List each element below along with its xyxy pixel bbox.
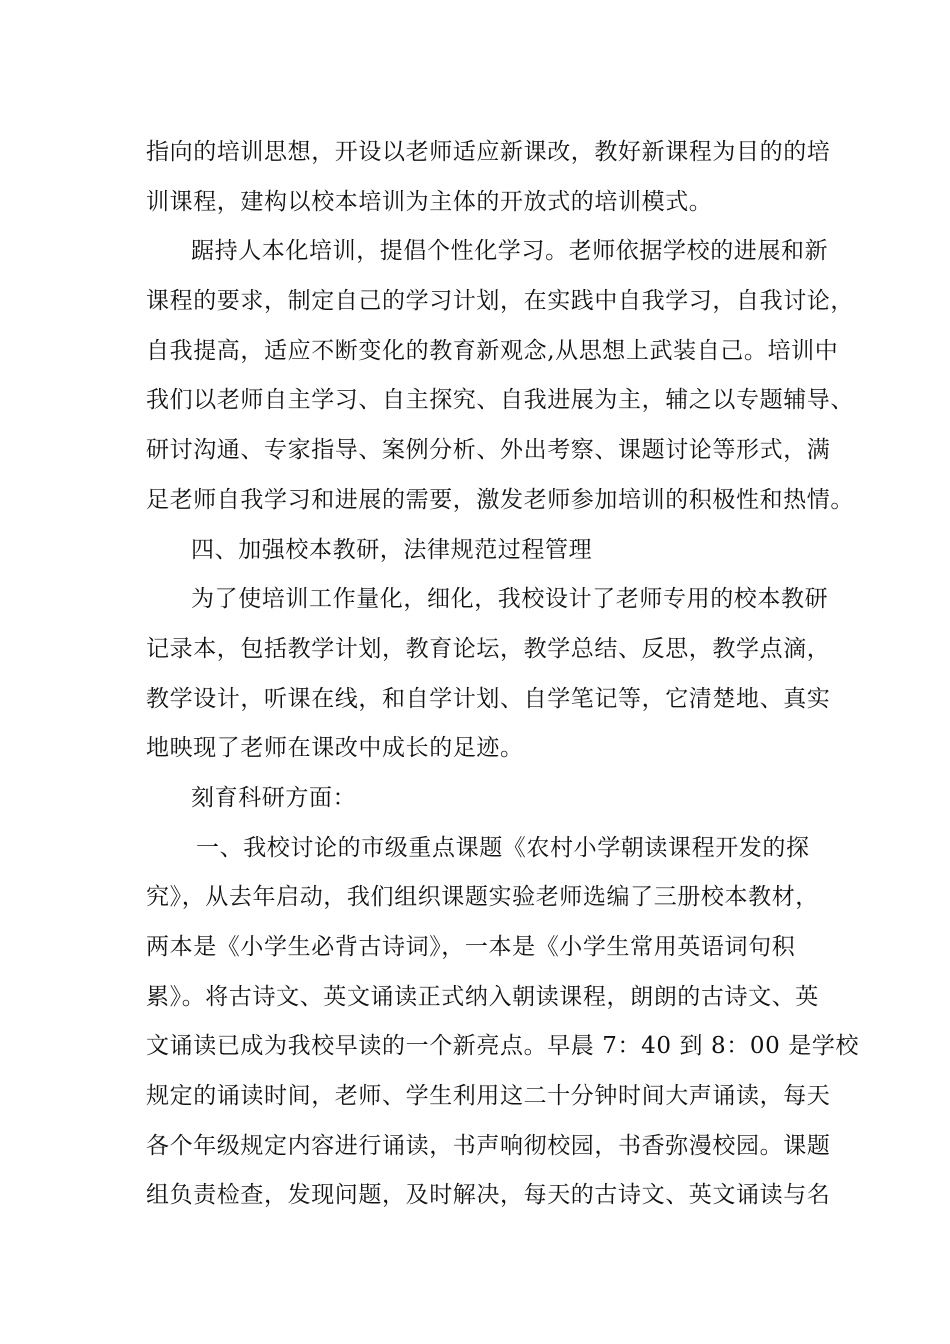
text-line: 我们以老师自主学习、自主探究、自我进展为主，辅之以专题辅导、 [146,387,854,414]
text-line: 训课程，建构以校本培训为主体的开放式的培训模式。 [146,188,713,215]
text-line: 累》。将古诗文、英文诵读正式纳入朝读课程，朗朗的古诗文、英 [146,983,819,1010]
section-heading: 刻育科研方面： [191,784,357,811]
paragraph-start-line: 一、我校讨论的市级重点课题《农村小学朝读课程开发的探 [196,834,810,861]
text-line: 组负责检查，发现问题，及时解决，每天的古诗文、英文诵读与名 [146,1182,831,1209]
text-line: 地映现了老师在课改中成长的足迹。 [146,735,524,762]
text-line: 究》，从去年启动，我们组织课题实验老师选编了三册校本教材， [146,884,819,911]
text-line: 课程的要求，制定自己的学习计划，在实践中自我学习，自我讨论， [146,288,854,315]
text-line: 各个年级规定内容进行诵读，书声响彻校园，书香弥漫校园。课题 [146,1132,831,1159]
text-line: 足老师自我学习和进展的需要，激发老师参加培训的积极性和热情。 [146,486,854,513]
text-line: 两本是《小学生必背古诗词》，一本是《小学生常用英语词句积 [146,934,796,960]
section-heading: 四、加强校本教研，法律规范过程管理 [191,536,593,563]
body-text [146,130,860,1223]
text-line: 指向的培训思想，开设以老师适应新课改，教好新课程为目的的培 [146,139,831,165]
text-line: 研讨沟通、专家指导、案例分析、外出考察、课题讨论等形式，满 [146,437,831,464]
text-line: 记录本，包括教学计划，教育论坛，教学总结、反思，教学点滴， [146,635,831,662]
paragraph-start-line: 踞持人本化培训，提倡个性化学习。老师依据学校的进展和新 [191,238,829,265]
text-line: 规定的诵读时间，老师、学生利用这二十分钟时间大声诵读，每天 [146,1083,831,1110]
text-line: 教学设计，听课在线，和自学计划、自学笔记等，它清楚地、真实 [146,685,831,712]
paragraph-start-line: 为了使培训工作量化，细化，我校设计了老师专用的校本教研 [191,586,829,613]
text-line: 自我提高，适应不断变化的教育新观念,从思想上武装自己。培训中 [146,337,839,364]
text-line: 文诵读已成为我校早读的一个新亮点。早晨 7：40 到 8：00 是学校 [146,1033,860,1060]
